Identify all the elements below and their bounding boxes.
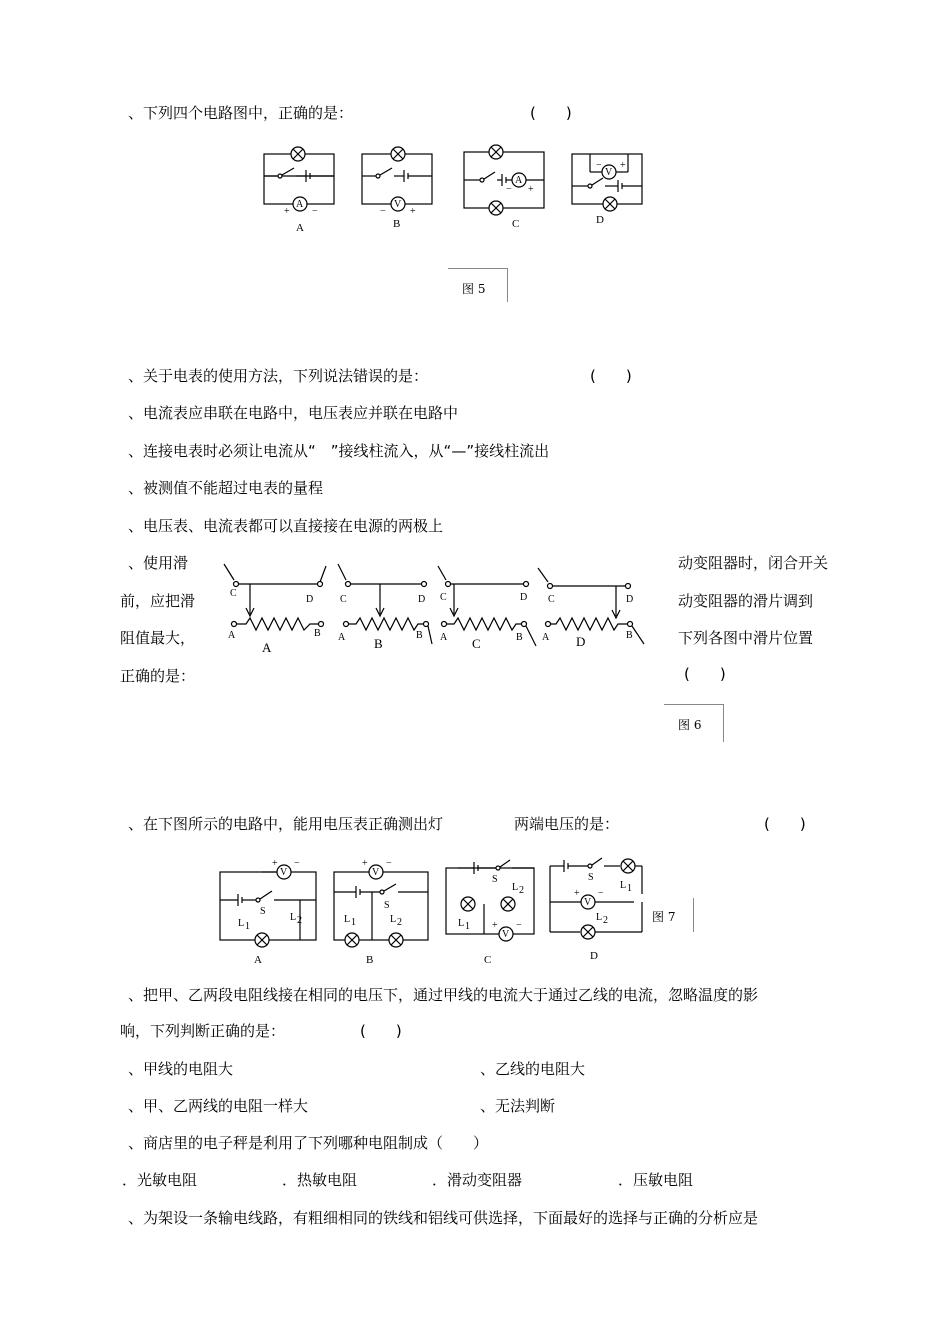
rheostat-6a xyxy=(222,562,334,655)
q4-stem-part1: 、在下图所示的电路中，能用电压表正确测出灯 xyxy=(128,815,444,833)
svg-text:V: V xyxy=(584,897,592,908)
svg-text:1: 1 xyxy=(245,921,250,932)
q3-text-right-3: 下列各图中滑片位置 xyxy=(678,629,814,647)
rheostat-6a-label: A xyxy=(262,640,272,655)
svg-text:V: V xyxy=(280,867,288,878)
q5-option-c: 、甲、乙两线的电阻一样大 xyxy=(128,1097,309,1115)
q3-answer-bracket: ( ) xyxy=(684,665,726,683)
circuit-5c xyxy=(462,140,548,216)
q3-text-left-4: 正确的是： xyxy=(120,667,196,685)
rheostat-6b xyxy=(336,562,436,652)
circuit-7a xyxy=(218,856,320,952)
svg-text:L: L xyxy=(596,912,603,923)
svg-text:+: + xyxy=(362,858,368,869)
q2-option-c: 、被测值不能超过电表的量程 xyxy=(128,479,324,497)
rheostat-6c xyxy=(436,564,542,654)
svg-text:B: B xyxy=(416,630,423,641)
svg-text:L: L xyxy=(238,918,245,929)
svg-text:L: L xyxy=(512,882,519,893)
svg-text:L: L xyxy=(458,918,465,929)
svg-text:−: − xyxy=(386,858,392,869)
q5-stem-line1: 、把甲、乙两段电阻线接在相同的电压下，通过甲线的电流大于通过乙线的电流，忽略温度的影 xyxy=(128,986,759,1004)
q5-answer-bracket: ( ) xyxy=(360,1022,402,1040)
svg-text:L: L xyxy=(390,914,397,925)
circuit-7c xyxy=(444,856,540,952)
svg-text:V: V xyxy=(502,929,510,940)
q3-text-left-3: 阻值最大， xyxy=(120,629,196,647)
svg-text:1: 1 xyxy=(351,917,356,928)
svg-text:A: A xyxy=(228,630,236,641)
svg-text:−: − xyxy=(294,858,300,869)
svg-text:C: C xyxy=(230,588,237,599)
q3-text-left-2: 前，应把滑 xyxy=(120,592,196,610)
q2-option-b: 、连接电表时必须让电流从“ ”接线柱流入，从“—”接线柱流出 xyxy=(128,442,550,460)
svg-text:V: V xyxy=(394,199,402,210)
svg-text:2: 2 xyxy=(603,915,608,926)
svg-text:+: + xyxy=(284,206,290,217)
svg-text:A: A xyxy=(542,632,550,643)
q2-stem: 、关于电表的使用方法，下列说法错误的是： xyxy=(128,367,429,385)
rheostat-6d-label: D xyxy=(576,634,586,649)
circuit-5a xyxy=(262,144,338,218)
svg-text:L: L xyxy=(344,914,351,925)
circuit-7b-label: B xyxy=(366,954,374,966)
circuit-7a-label: A xyxy=(254,954,262,966)
circuit-5c-label: C xyxy=(512,218,520,230)
circuit-7b xyxy=(332,856,432,952)
svg-text:−: − xyxy=(596,160,602,171)
q6-stem: 、商店里的电子秤是利用了下列哪种电阻制成（ ） xyxy=(128,1134,489,1152)
svg-text:−: − xyxy=(598,888,604,899)
q6-option-c: ．滑动变阻器 xyxy=(432,1171,523,1189)
q4-stem-part2: 两端电压的是： xyxy=(514,815,620,833)
svg-text:A: A xyxy=(296,199,304,210)
q6-option-d: ．压敏电阻 xyxy=(618,1171,694,1189)
svg-text:−: − xyxy=(312,206,318,217)
svg-text:S: S xyxy=(588,872,594,883)
circuit-7d xyxy=(548,854,648,950)
rheostat-6c-label: C xyxy=(472,636,481,651)
q6-option-b: ．热敏电阻 xyxy=(282,1171,358,1189)
q2-option-a: 、电流表应串联在电路中，电压表应并联在电路中 xyxy=(128,404,459,422)
svg-text:L: L xyxy=(620,880,627,891)
circuit-7c-label: C xyxy=(484,954,492,966)
svg-text:B: B xyxy=(516,632,523,643)
svg-text:+: + xyxy=(620,160,626,171)
svg-text:L: L xyxy=(290,912,297,923)
svg-text:+: + xyxy=(492,920,498,931)
q7-stem: 、为架设一条输电线路，有粗细相同的铁线和铝线可供选择，下面最好的选择与正确的分析应是 xyxy=(128,1209,759,1227)
svg-text:V: V xyxy=(372,867,380,878)
svg-text:2: 2 xyxy=(397,917,402,928)
svg-text:−: − xyxy=(516,920,522,931)
circuit-5b-label: B xyxy=(393,218,401,230)
rheostat-6b-label: B xyxy=(374,636,383,651)
svg-text:C: C xyxy=(548,594,555,605)
svg-text:+: + xyxy=(272,858,278,869)
circuit-5d xyxy=(570,148,646,214)
svg-text:1: 1 xyxy=(465,921,470,932)
svg-text:+: + xyxy=(528,184,534,195)
q5-option-b: 、乙线的电阻大 xyxy=(480,1060,586,1078)
circuit-5a-label: A xyxy=(296,222,304,234)
figure-6-caption: 图 6 xyxy=(678,718,702,732)
circuit-5d-label: D xyxy=(596,214,604,226)
svg-text:C: C xyxy=(340,594,347,605)
svg-text:B: B xyxy=(626,630,633,641)
svg-text:D: D xyxy=(626,594,634,605)
svg-text:A: A xyxy=(338,632,346,643)
q6-option-a: ．光敏电阻 xyxy=(122,1171,198,1189)
q1-answer-bracket: ( ) xyxy=(530,104,572,122)
svg-text:S: S xyxy=(384,900,390,911)
q5-option-d: 、无法判断 xyxy=(480,1097,556,1115)
q2-option-d: 、电压表、电流表都可以直接接在电源的两极上 xyxy=(128,517,444,535)
svg-text:−: − xyxy=(506,184,512,195)
q2-answer-bracket: ( ) xyxy=(590,367,632,385)
svg-text:S: S xyxy=(492,874,498,885)
figure-5-caption: 图 5 xyxy=(462,282,486,296)
svg-text:2: 2 xyxy=(519,885,524,896)
svg-text:B: B xyxy=(314,628,321,639)
circuit-5b xyxy=(360,144,436,218)
rheostat-6d xyxy=(536,566,652,656)
svg-text:A: A xyxy=(440,632,448,643)
figure-7-caption: 图 7 xyxy=(652,910,676,924)
circuit-7d-label: D xyxy=(590,950,598,962)
q4-answer-bracket: ( ) xyxy=(764,815,806,833)
svg-text:−: − xyxy=(380,206,386,217)
svg-text:S: S xyxy=(260,906,266,917)
svg-text:V: V xyxy=(605,167,613,178)
q3-text-right-2: 动变阻器的滑片调到 xyxy=(678,592,814,610)
svg-text:C: C xyxy=(440,592,447,603)
q3-text-left-1: 、使用滑 xyxy=(128,554,189,572)
q3-text-right-1: 动变阻器时，闭合开关 xyxy=(678,554,829,572)
svg-text:A: A xyxy=(515,175,523,186)
svg-text:D: D xyxy=(520,592,528,603)
svg-text:D: D xyxy=(418,594,426,605)
svg-text:2: 2 xyxy=(297,915,302,926)
svg-text:1: 1 xyxy=(627,883,632,894)
svg-text:+: + xyxy=(410,206,416,217)
q5-stem-line2: 响，下列判断正确的是： xyxy=(120,1022,286,1040)
q5-option-a: 、甲线的电阻大 xyxy=(128,1060,234,1078)
svg-text:+: + xyxy=(574,888,580,899)
svg-text:D: D xyxy=(306,594,314,605)
q1-stem: 、下列四个电路图中，正确的是： xyxy=(128,104,354,122)
